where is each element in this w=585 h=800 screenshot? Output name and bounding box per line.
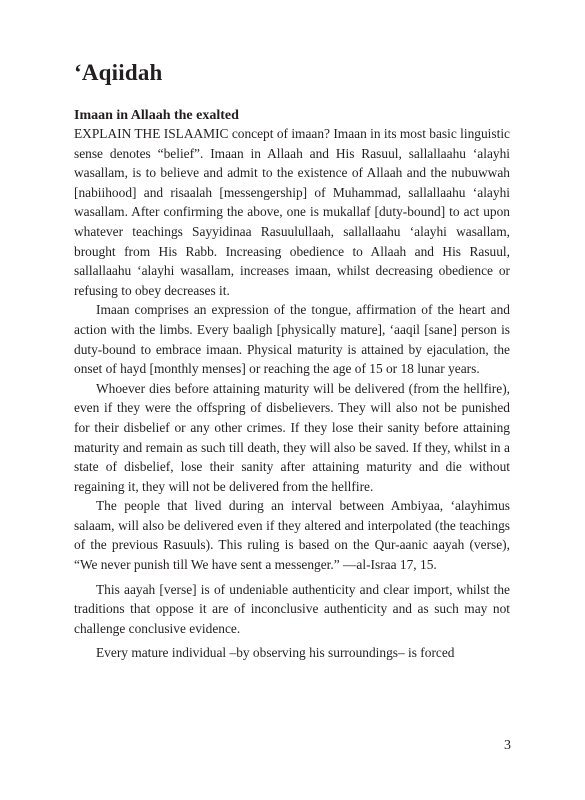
paragraph-aayah-authenticity: This aayah [verse] is of undeniable authenticity and clear import, whilst the traditions that oppose it are of inconclusive authenticity and as such may not challenge conclusive evidence. xyxy=(74,581,510,636)
paragraph-imaan-definition: EXPLAIN THE ISLAAMIC concept of imaan? Imaan in its most basic linguistic sense denotes “belief”. Imaan in Allaah and His Rasuul, sallallaahu ‘alayhi wasallam, is to believe and admit to the existence of Allaah and the nubuwwah [nabiihood] and risaalah [messengership] of Muhammad, sallallaahu ‘alayhi wasallam. After confirming the above, one is mukallaf [duty-bound] to act upon whatever teachings Sayyidinaa Rasuulullaah, sallallaahu ‘alayhi wasallam, brought from His Rabb. Increasing obedience to Allaah and His Rasuul, sallallaahu ‘alayhi wasallam, increases imaan, whilst decreasing obedience or refusing to obey decreases it. xyxy=(74,126,510,298)
chapter-title: ‘Aqiidah xyxy=(74,60,163,85)
section-heading: Imaan in Allaah the exalted xyxy=(74,108,239,123)
page-number: 3 xyxy=(504,738,511,753)
body-text xyxy=(74,124,510,663)
paragraph-imaan-components: Imaan comprises an expression of the tongue, affirmation of the heart and action with the limbs. Every baaligh [physically mature], ‘aaqil [sane] person is duty-bound to embrace imaan. Physical maturity is attained by ejaculation, the onset of hayd [monthly menses] or reaching the age of 15 or 18 lunar years. xyxy=(74,302,510,377)
paragraph-interval-people: The people that lived during an interval between Ambiyaa, ‘alayhimus salaam, will also be delivered even if they altered and interpolated (the teachings of the previous Rasuuls). This ruling is based on the Qur-aanic aayah (verse), “We never punish till We have sent a messenger.” —al-Israa 17, 15. xyxy=(74,498,510,573)
paragraph-death-before-maturity: Whoever dies before attaining maturity will be delivered (from the hellfire), even if they were the offspring of disbelievers. They will also not be punished for their disbelief or any other crimes. If they lose their sanity before attaining maturity and remain as such till death, they will also be saved. If they, whilst in a state of disbelief, lose their sanity after attaining maturity and die without regaining it, they will not be delivered from the hellfire. xyxy=(74,380,510,494)
paragraph-mature-individual: Every mature individual –by observing his surroundings– is forced xyxy=(96,645,455,661)
